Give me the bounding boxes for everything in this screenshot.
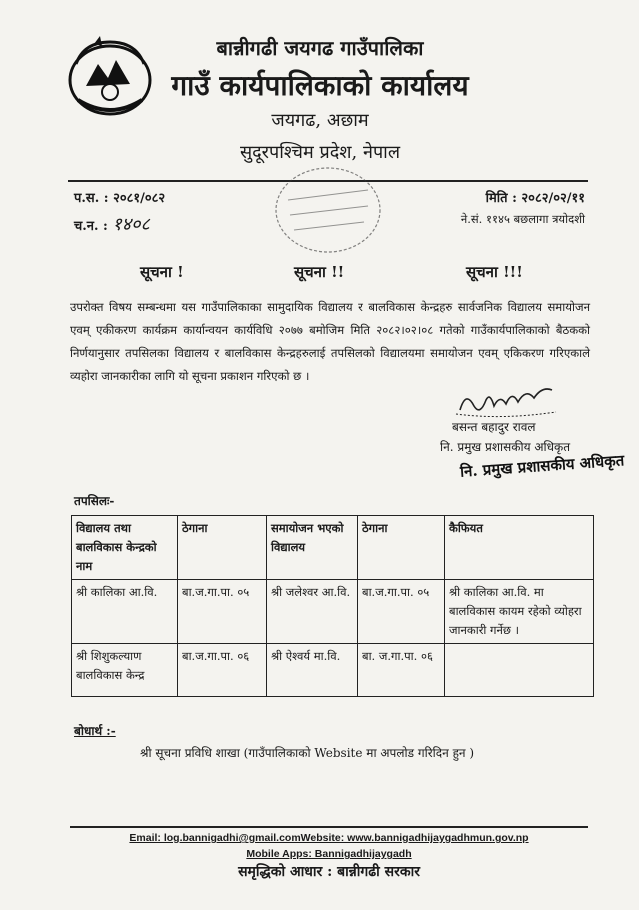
footer-mobile-apps: Mobile Apps: Bannigadhijaygadh [246,848,412,860]
table-cell: श्री कालिका आ.वि. मा बालविकास कायम रहेको व्योहरा जानकारी गर्नेछ । [445,580,594,644]
signatory-title: नि. प्रमुख प्रशासकीय अधिकृत [440,440,571,454]
table-cell: बा. ज.गा.पा. ०६ [358,644,445,697]
table-header: विद्यालय तथा बालविकास केन्द्रको नाम [72,516,178,580]
table-cell: श्री जलेश्वर आ.वि. [267,580,358,644]
table-header: ठेगाना [178,516,267,580]
letter-number: प.स. : २०८१/०८२ [74,191,166,206]
footer-slogan: समृद्धिको आधार : बान्नीगढी सरकार [238,864,420,880]
table-cell: बा.ज.गा.पा. ०५ [178,580,267,644]
table-cell: श्री कालिका आ.वि. [72,580,178,644]
footer-contact: Email: log.bannigadhi@gmail.comWebsite: www.bannigadhijaygadhmun.gov.np [129,832,529,844]
merger-table [71,515,594,697]
notice-heading-3: सूचना !!! [466,263,523,281]
table-cell: श्री ऐश्वर्य मा.वि. [267,644,358,697]
table-header: ठेगाना [358,516,445,580]
cc-label: बोधार्थ :- [74,724,116,738]
notice-body: उपरोक्त विषय सम्बन्धमा यस गाउँपालिकाका सामुदायिक विद्यालय र बालविकास केन्द्रहरु सार्वजनिक विद्यालय समायोजन एवम् एकीकरण कार्यक्रम कार्यान्वयन कार्यविधि २०७७ बमोजिम मिति २०८२।०२।०८ गतेको गाउँकार्यपालिकाको बैठकको निर्णयानुसार तपसिलका विद्यालय र बालविकास केन्द्रहरुलाई तपसिलको विद्यालयमा समायोजन एवम् एकिकरण गरिएकाले व्यहोरा जानकारीका लागि यो सूचना प्रकाशन गरिएको छ । [70,300,590,383]
table-cell [445,644,594,697]
notice-heading-2: सूचना !! [294,263,345,281]
office-location: जयगढ, अछाम [271,110,369,131]
table-header-row [72,516,594,580]
nepal-sambat-date: ने.सं. ११४५ बछलागा त्रयोदशी [460,212,585,226]
table-cell: बा.ज.गा.पा. ०६ [178,644,267,697]
table-row [72,580,594,644]
nepal-government-emblem-icon [64,34,156,118]
table-row [72,644,594,697]
office-seal-stamp [268,160,388,260]
cc-line: श्री सूचना प्रविधि शाखा (गाउँपालिकाको Website मा अपलोड गरिदिन हुन ) [140,746,475,760]
table-cell: बा.ज.गा.पा. ०५ [358,580,445,644]
table-header: कैफियत [445,516,594,580]
footer-divider [70,826,588,828]
table-label: तपसिलः- [74,494,115,508]
table-header: समायोजन भएको विद्यालय [267,516,358,580]
dispatch-number: च.न. : १४०८ [74,214,150,235]
letter-date: मिति : २०८२/०२/११ [485,191,585,206]
municipality-name: बान्नीगढी जयगढ गाउँपालिका [216,36,424,60]
table-cell: श्री शिशुकल्याण बालविकास केन्द्र [72,644,178,697]
notice-heading-1: सूचना ! [140,263,184,281]
province-name: सुदूरपश्चिम प्रदेश, नेपाल [239,142,401,163]
signatory-name: बसन्त बहादुर रावल [452,420,536,434]
handwritten-signature [452,380,562,422]
office-name: गाउँ कार्यपालिकाको कार्यालय [171,69,469,102]
signatory-stamp: नि. प्रमुख प्रशासकीय अधिकृत [459,451,625,481]
